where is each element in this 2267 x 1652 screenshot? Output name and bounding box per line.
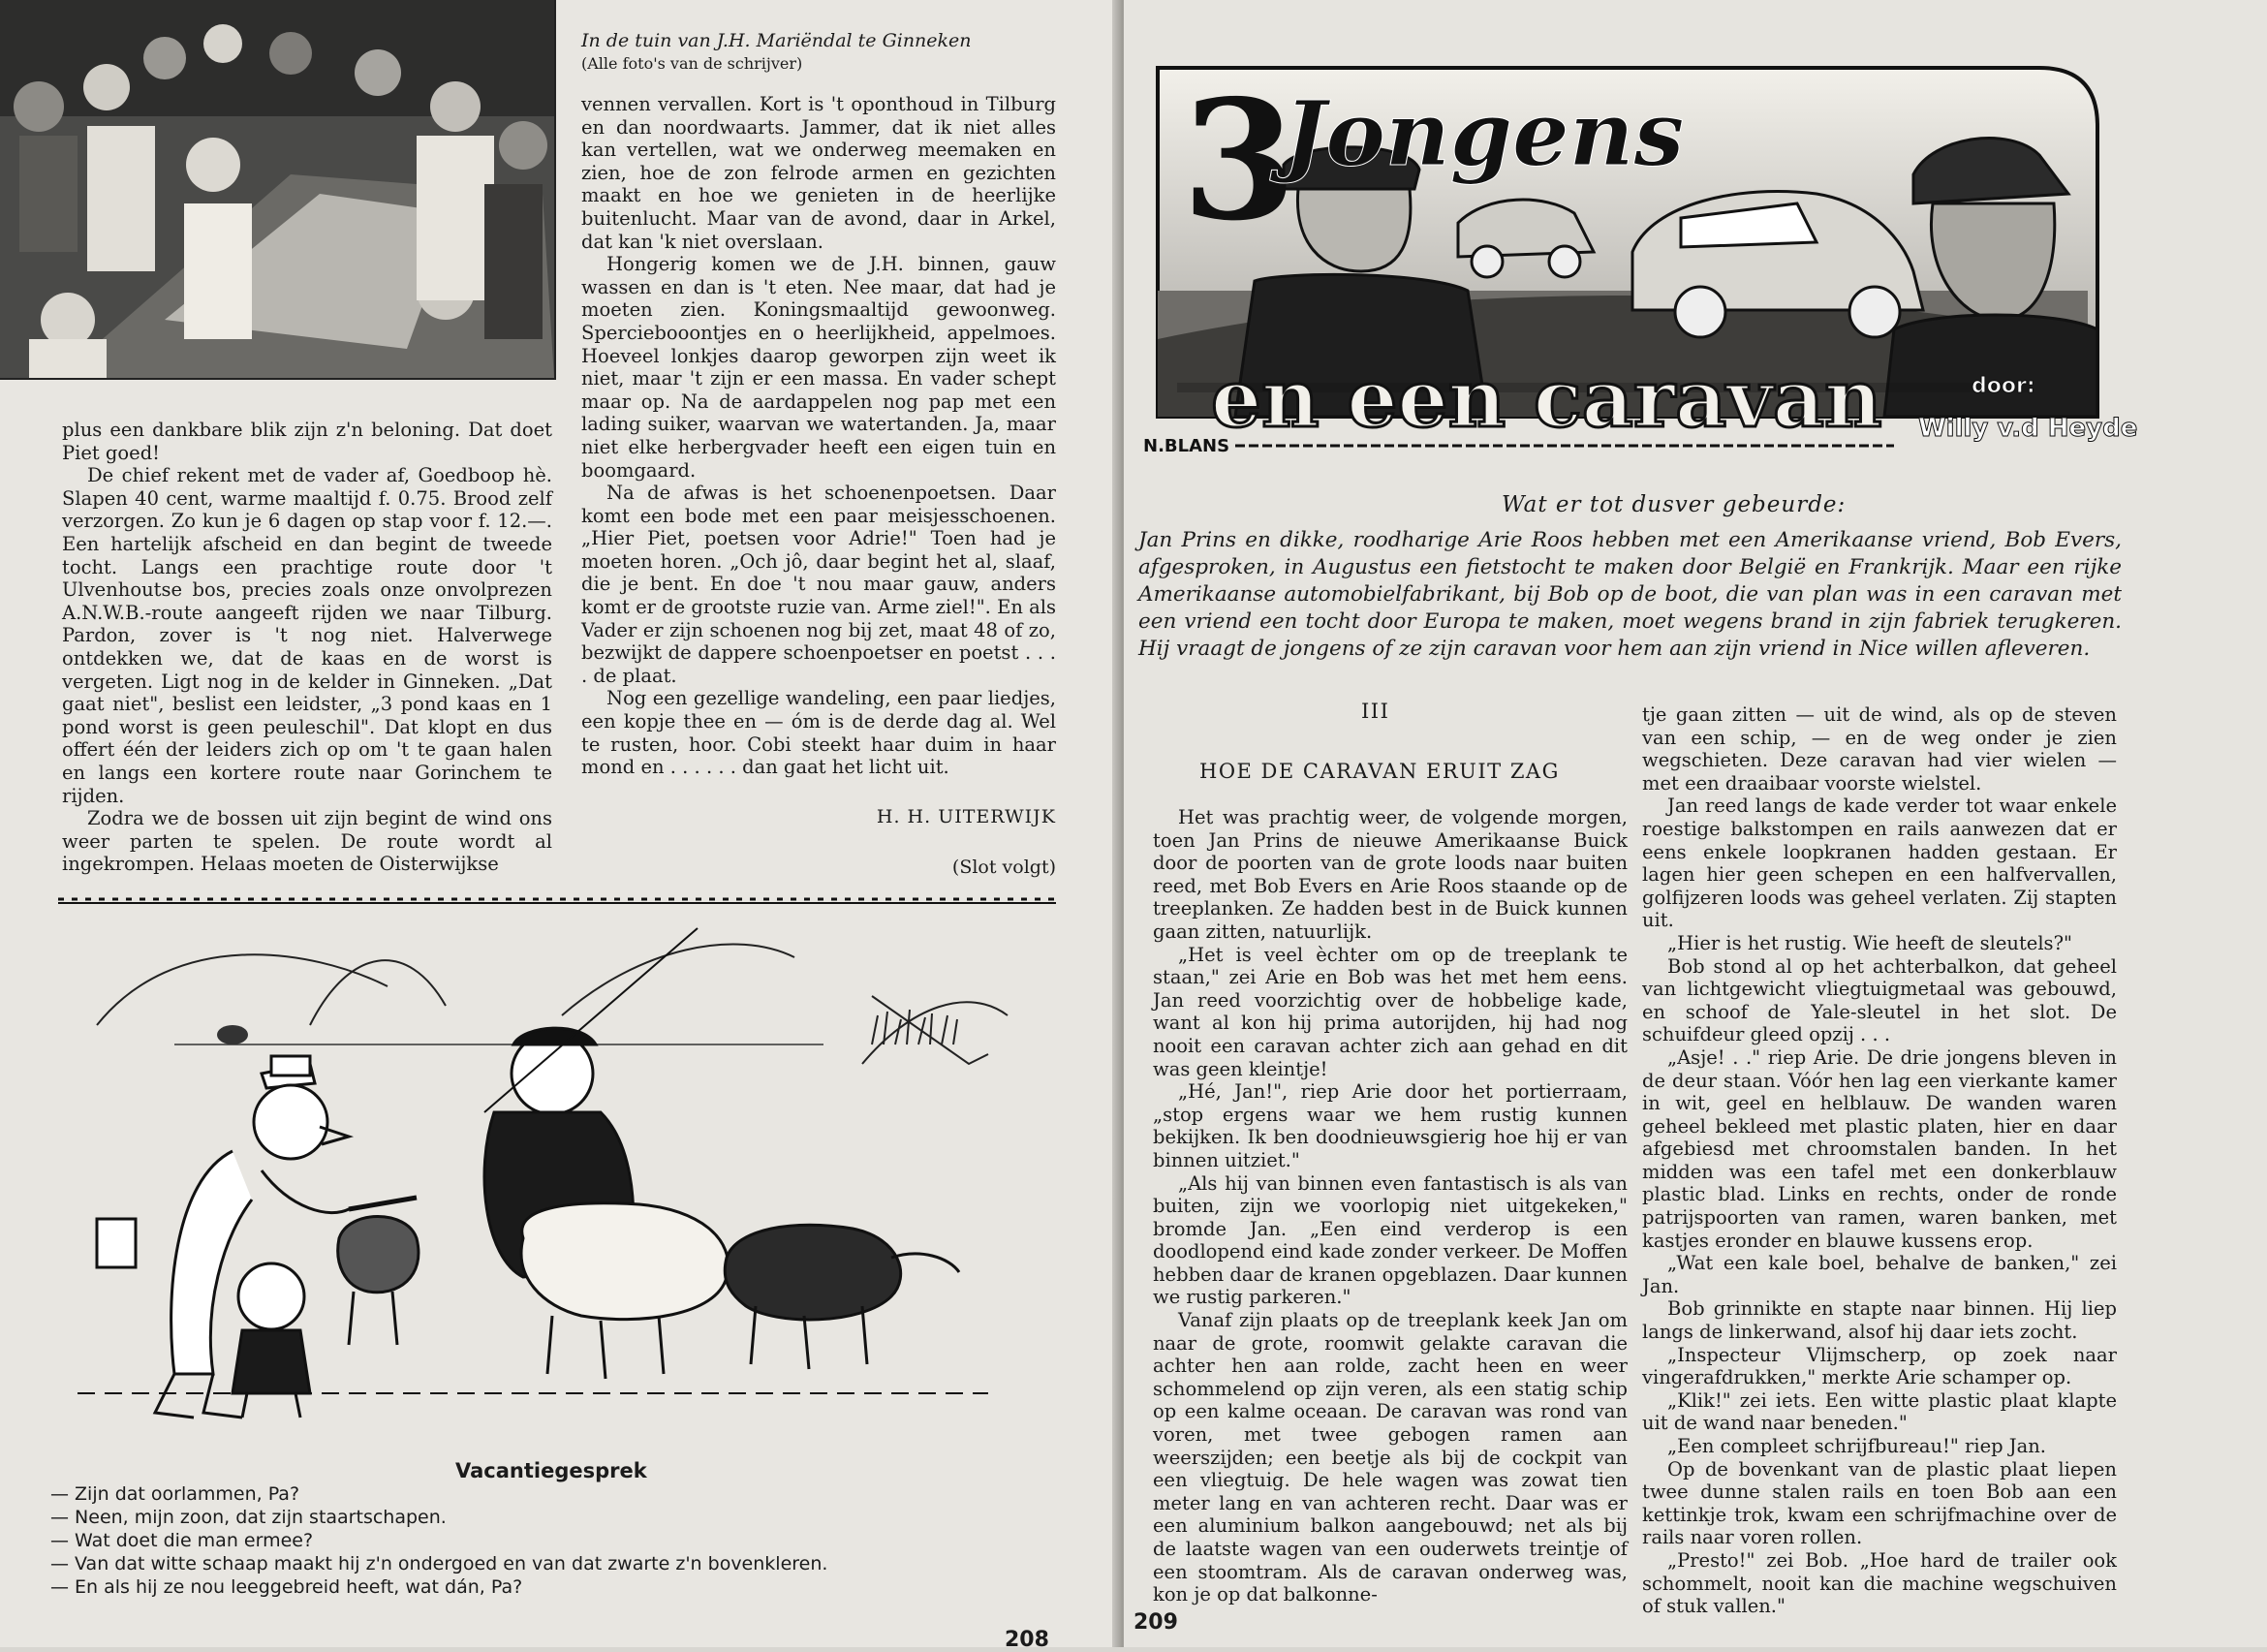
banner-author: Willy v.d Heyde [1918, 414, 2138, 443]
photo-image [0, 0, 554, 378]
paragraph: „Het is veel èchter om op de treeplank te staan," zei Arie en Bob was het met hem eens. Jan reed voorzichtig over de hobbelige kade, want al kon hij prima autorijden, hij had nog nooit een caravan achter zich aan gehad en dit was geen kleintje! [1153, 943, 1628, 1080]
group-photo [0, 0, 556, 380]
paragraph: Na de afwas is het schoenenpoetsen. Daar komt een bode met een paar meisjesschoenen. „Hier Piet, poetsen voor Adrie!" Toen had je moeten horen. „Och jô, daar begint het al, slaaf, die je bent. En doe 't nou maar gauw, anders komt er de grootste ruzie van. Arme ziel!". En als Vader er zijn schoenen nog bij zet, maat 48 of zo, bezwijkt de dappere schoenpoetser en poetst . . . . de plaat. [581, 482, 1056, 687]
dialogue-line: — Wat doet die man ermee? [50, 1530, 314, 1551]
dialogue-line: — Zijn dat oorlammen, Pa? [50, 1483, 300, 1505]
recap-heading: Wat er tot dusver gebeurde: [1502, 492, 1847, 517]
paragraph: Op de bovenkant van de plastic plaat liepen twee dunne stalen rails en toen Bob aan een kettinkje trok, kwam een schrijfmachine over de rails naar voren rollen. [1642, 1457, 2117, 1549]
dialogue-line: — En als hij ze nou leeggebreid heeft, wat dán, Pa? [50, 1576, 523, 1598]
page-number-right: 209 [1134, 1610, 1178, 1635]
paragraph: Jan reed langs de kade verder tot waar enkele roestige balkstompen en rails aanwezen dat er eens enkele loopkranen hadden gestaan. Er lagen hier geen schepen en een halfvervallen, golfijzeren loods was geheel verlaten. Zij stapten uit. [1642, 795, 2117, 932]
paragraph: tje gaan zitten — uit de wind, als op de steven van een schip, — en de weg onder je zien wegschieten. Deze caravan had vier wielen — met een draaibaar voorste wielstel. [1642, 703, 2117, 795]
paragraph: vennen vervallen. Kort is 't oponthoud in Tilburg en dan noordwaarts. Jammer, dat ik niet alles kan vertellen, wat we onderweg meemaken en zien, hoe de zon felrode armen en gezichten maakt en hoe we genieten in de heerlijke buitenlucht. Maar van de avond, daar in Arkel, dat kan 'k niet overslaan. [581, 93, 1056, 253]
paragraph: Vanaf zijn plaats op de treeplank keek Jan om naar de grote, roomwit gelakte caravan die achter hen aan rolde, zacht heen en weer schommelend op zijn veren, als een statig schip op een kalme oceaan. De caravan was rond van voren, met twee gebogen ramen aan weerszijden; een beetje als bij de cockpit van een vliegtuig. De hele wagen was zowat tien meter lang en van achteren recht. Daar was er een aluminium balkon aangebouwd; net als bij de laatste wagen van een ouderwets treintje of een stoomtram. Als de caravan onderweg was, kon je op dat balkonne- [1153, 1309, 1628, 1606]
banner-subtitle: en een caravan [1211, 353, 1882, 446]
paragraph: „Inspecteur Vlijmscherp, op zoek naar vingerafdrukken," merkte Arie schamper op. [1642, 1343, 2117, 1389]
paragraph: Bob grinnikte en stapte naar binnen. Hij liep langs de linkerwand, alsof hij daar iets zocht. [1642, 1297, 2117, 1344]
paragraph: „Een compleet schrijfbureau!" riep Jan. [1667, 1435, 2046, 1457]
caption-title: In de tuin van J.H. Mariëndal te Ginneken [581, 30, 972, 51]
banner-artist: N.BLANS [1143, 436, 1230, 456]
dialogue-line: — Neen, mijn zoon, dat zijn staartschapen. [50, 1507, 447, 1528]
continued-note: (Slot volgt) [951, 857, 1056, 878]
paragraph: Bob stond al op het achterbalkon, dat geheel van lichtgewicht vliegtuigmetaal was gebouwd, en schoof de Yale-sleutel in het slot. De schuifdeur gleed opzij . . . [1642, 954, 2117, 1046]
banner-door: door: [1972, 374, 2035, 398]
paragraph: „Presto!" zei Bob. „Hoe hard de trailer ook schommelt, nooit kan die machine wegschuiven of stuk vallen." [1642, 1548, 2117, 1618]
right-page [1124, 0, 2267, 1647]
paragraph: Het was prachtig weer, de volgende morgen, toen Jan Prins de nieuwe Amerikaanse Buick door de poorten van de grote loods naar buiten reed, met Bob Evers en Arie Roos staande op de treeplanken. Ze hadden best in de Buick kunnen gaan zitten, natuurlijk. [1153, 806, 1628, 943]
page-number-left: 208 [1005, 1628, 1049, 1652]
banner-title-word: Jongens [1284, 81, 1685, 186]
paragraph: De chief rekent met de vader af, Goedboop hè. Slapen 40 cent, warme maaltijd f. 0.75. Brood zelf verzorgen. Zo kun je 6 dagen op stap voor f. 12.—. Een hartelijk afscheid en dan begint de tweede tocht. Langs een prachtige route door 't Ulvenhoutse bos, precies zoals onze onvolprezen A.N.W.B.-route aangeeft rijden we naar Tilburg. Pardon, zover is 't nog niet. Halverwege ontdekken we, dat de kaas en de worst is vergeten. Ligt nog in de kelder in Ginneken. „Dat gaat niet", beslist een leidster, „3 pond kaas en 1 pond worst is geen peuleschil". Dat klopt en dus offert één der leiders zich op om 't te gaan halen en langs een kortere route naar Gorinchem te rijden. [62, 464, 552, 807]
cartoon-dialogue [50, 1482, 827, 1599]
photo-caption [581, 29, 1085, 76]
paragraph: Nog een gezellige wandeling, een paar liedjes, een kopje thee en — óm is de derde dag al. Wel te rusten, hoor. Cobi steekt haar duim in haar mond en . . . . . . dan gaat het licht uit. [581, 687, 1056, 779]
author-signature: H. H. UITERWIJK [876, 806, 1056, 827]
title-banner-illustration [1138, 48, 2138, 456]
recap-text: Jan Prins en dikke, roodharige Arie Roos hebben met een Amerikaanse vriend, Bob Evers, afgesproken, in Augustus een fietstocht te maken door België en Frankrijk. Maar een rijke Amerikaanse automobielfabrikant, bij Bob op de boot, die van plan was in een caravan met een vriend een tocht door Europa te maken, moet wegens brand in zijn fabriek terugkeren. Hij vraagt de jongens of ze zijn caravan voor hem aan zijn vriend in Nice willen afleveren. [1138, 528, 2122, 661]
dialogue-line: — Van dat witte schaap maakt hij z'n ondergoed en van dat zwarte z'n bovenkleren. [50, 1553, 828, 1574]
caption-credit: (Alle foto's van de schrijver) [581, 54, 803, 73]
left-article-column-1 [62, 419, 552, 876]
chapter-title: HOE DE CARAVAN ERUIT ZAG [1199, 760, 1560, 783]
chapter-number: III [1361, 700, 1390, 723]
right-article-column-2 [1642, 703, 2117, 1618]
banner-title-number: 3 [1182, 64, 1297, 258]
paragraph: „Asje! . ." riep Arie. De drie jongens bleven in de deur staan. Vóór hen lag een vierkante kamer in wit, geel en helblauw. De wanden waren geheel bekleed met plastic platen, hier en daar afgebiesd met chroomstalen banden. In het midden was een tafel met een donkerblauw plastic blad. Links en rechts, onder de ronde patrijspoorten van ramen, waren banken, met kastjes eronder en blauwe kussens erop. [1642, 1045, 2117, 1252]
right-article-column-1 [1153, 806, 1628, 1606]
paragraph: „Wat een kale boel, behalve de banken," zei Jan. [1642, 1252, 2117, 1297]
paragraph: Zodra we de bossen uit zijn begint de wind ons weer parten te spelen. De route wordt al ingekrompen. Helaas moeten de Oisterwijkse [62, 807, 552, 876]
title-banner [1138, 48, 2138, 456]
paragraph: plus een dankbare blik zijn z'n beloning. Dat doet Piet goed! [62, 419, 552, 464]
cartoon-illustration [58, 889, 1056, 1432]
paragraph: „Hier is het rustig. Wie heeft de sleutels?" [1667, 931, 2072, 954]
cartoon-title: Vacantiegesprek [455, 1459, 647, 1482]
paragraph: Hongerig komen we de J.H. binnen, gauw wassen en dan is 't eten. Nee maar, dat had je moeten zien. Koningsmaaltijd gewoonweg. Sperciebooontjes en o heerlijkheid, appelmoes. Hoeveel lonkjes daarop geworpen zijn weet ik niet, maar 't zijn er een massa. En vader schept maar op. Na de aardappelen nog pap met een lading suiker, waarvan we watertanden. Ja, maar niet elke herbergvader heeft een eigen tuin en boomgaard. [581, 253, 1056, 482]
paragraph: „Klik!" zei iets. Een witte plastic plaat klapte uit de wand naar beneden." [1642, 1388, 2117, 1435]
paragraph: „Hé, Jan!", riep Arie door het portierraam, „stop ergens waar we hem rustig kunnen bekijken. Ik ben doodnieuwsgierig hoe hij er van binnen uitziet." [1153, 1080, 1628, 1171]
left-page [0, 0, 1124, 1652]
paragraph: „Als hij van binnen even fantastisch is als van buiten, zijn we voorlopig niet uitgekeken," bromde Jan. „Een eind verderop is een doodlopend eind kade zonder verkeer. De Moffen hebben daar de kranen opgeblazen. Daar kunnen we rustig parkeren." [1153, 1171, 1628, 1309]
cartoon-drawing [58, 889, 1056, 1432]
left-article-column-2 [581, 93, 1056, 779]
